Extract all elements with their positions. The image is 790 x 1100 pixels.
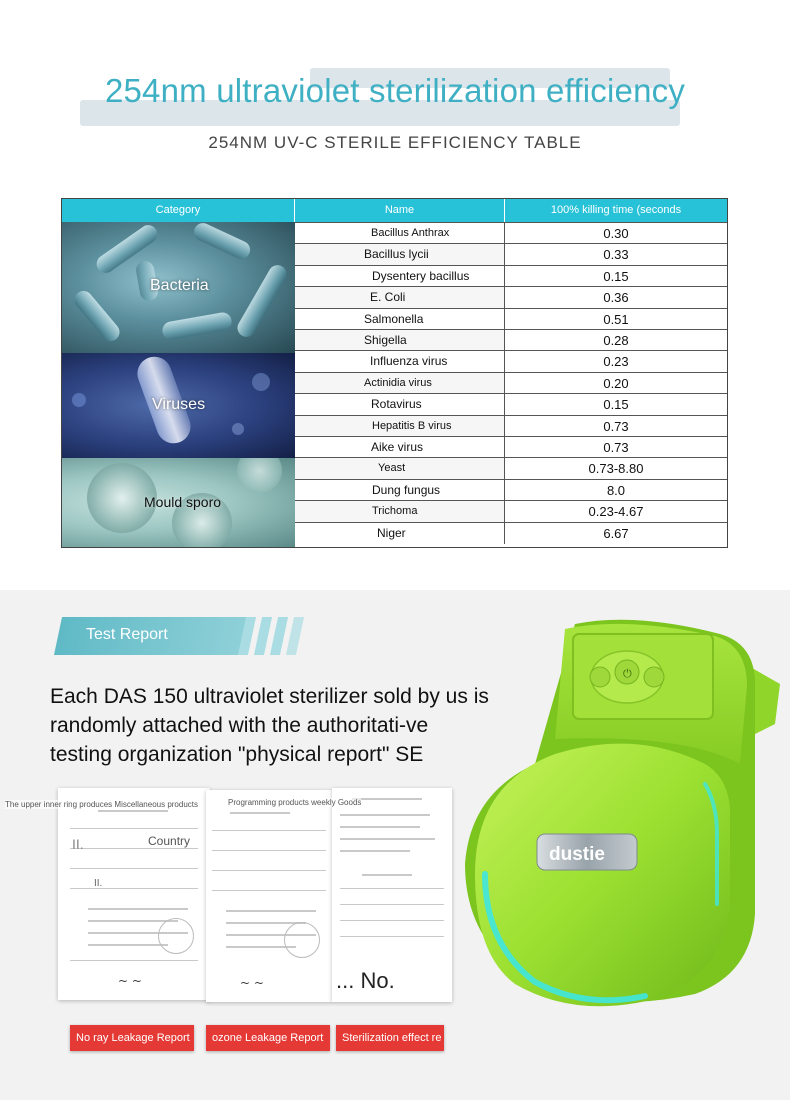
killing-time: 0.28	[603, 333, 629, 348]
table-row	[295, 222, 727, 243]
killing-time: 0.30	[603, 226, 629, 241]
page-subtitle: 254NM UV-C STERILE EFFICIENCY TABLE	[208, 133, 582, 152]
table-row	[295, 372, 727, 393]
doc-overlay-country: Country	[148, 834, 191, 848]
svg-text:⏻: ⏻	[623, 667, 632, 680]
organism-name: Aike virus	[295, 437, 505, 458]
doc-mark-b: II.	[94, 878, 103, 889]
killing-time: 0.20	[603, 375, 629, 391]
table-row	[295, 436, 727, 457]
killing-time: 0.73-8.80	[588, 461, 644, 477]
column-header-name: Name	[295, 199, 505, 222]
table-row	[295, 308, 727, 329]
killing-time: 0.15	[603, 397, 629, 413]
device-brand-label: dustie	[549, 844, 605, 865]
signature: ~ ~	[240, 976, 264, 990]
organism-name: Influenza virus	[295, 351, 505, 372]
column-header-category: Category	[62, 199, 295, 222]
category-mould-image	[62, 458, 295, 547]
category-label-mould: Mould sporo	[144, 494, 222, 510]
report-document-2	[206, 790, 332, 1002]
table-header	[62, 199, 727, 222]
test-report-tab-label: Test Report	[86, 626, 168, 643]
signature: ~ ~	[118, 974, 142, 988]
category-bacteria-image	[62, 222, 295, 353]
killing-time: 0.23-4.67	[588, 504, 644, 520]
organism-name: Yeast	[295, 458, 505, 479]
doc-overlay-left: The upper inner ring produces Miscellaneous products	[5, 800, 198, 809]
table-row	[295, 286, 727, 307]
doc-mark-a: II.	[72, 836, 84, 852]
doc-overlay-middle: Programming products weekly Goods	[228, 798, 362, 807]
test-report-section	[0, 590, 790, 1100]
table-row	[295, 393, 727, 414]
table-row	[295, 265, 727, 286]
killing-time: 0.73	[603, 418, 629, 434]
killing-time: 8.0	[606, 482, 626, 498]
tab-stripes-decoration	[238, 617, 304, 655]
ozone-leakage-report-button[interactable]: ozone Leakage Report	[206, 1025, 330, 1051]
killing-time: 0.33	[603, 247, 629, 263]
organism-name: Hepatitis B virus	[295, 416, 505, 437]
killing-time: 0.23	[603, 354, 629, 370]
table-row	[295, 522, 727, 547]
device-illustration	[455, 614, 785, 1014]
organism-name: Niger	[295, 523, 505, 544]
category-label-bacteria: Bacteria	[150, 277, 209, 294]
report-description: Each DAS 150 ultraviolet sterilizer sold by us is randomly attached with the authoritati-ve testing organization "physical report" SE	[50, 685, 489, 766]
table-row	[295, 329, 727, 350]
table-row	[295, 457, 727, 478]
category-viruses-image	[62, 353, 295, 458]
table-row	[295, 500, 727, 521]
category-label-viruses: Viruses	[152, 396, 206, 413]
killing-time: 0.73	[603, 440, 629, 455]
organism-name: Dysentery bacillus	[295, 266, 505, 287]
organism-name: Dung fungus	[295, 480, 505, 501]
organism-name: Trichoma	[295, 501, 505, 522]
organism-name: Shigella	[295, 330, 505, 351]
sterilization-effect-report-button[interactable]: Sterilization effect re	[336, 1025, 444, 1051]
organism-name: Bacillus lycii	[295, 244, 505, 265]
page-title: 254nm ultraviolet sterilization efficiency	[104, 72, 686, 109]
organism-name: Rotavirus	[295, 394, 505, 415]
report-document-1	[58, 788, 210, 1000]
organism-name: Salmonella	[295, 309, 505, 330]
table-row	[295, 243, 727, 264]
uv-sterilizer-device-image	[455, 614, 785, 1014]
no-ray-leakage-report-button[interactable]: No ray Leakage Report	[70, 1025, 194, 1051]
killing-time: 0.51	[603, 311, 629, 327]
column-header-time: 100% killing time (seconds	[550, 204, 682, 216]
organism-name: Actinidia virus	[295, 373, 505, 394]
killing-time: 0.15	[603, 268, 629, 284]
table-row	[295, 350, 727, 371]
organism-name: E. Coli	[295, 287, 505, 308]
organism-name: Bacillus Anthrax	[295, 223, 505, 244]
killing-time: 6.67	[603, 525, 629, 541]
table-row	[295, 415, 727, 436]
efficiency-table	[61, 198, 728, 548]
doc-number-overlay: ... No.	[336, 968, 395, 993]
table-row	[295, 479, 727, 500]
killing-time: 0.36	[603, 290, 629, 306]
